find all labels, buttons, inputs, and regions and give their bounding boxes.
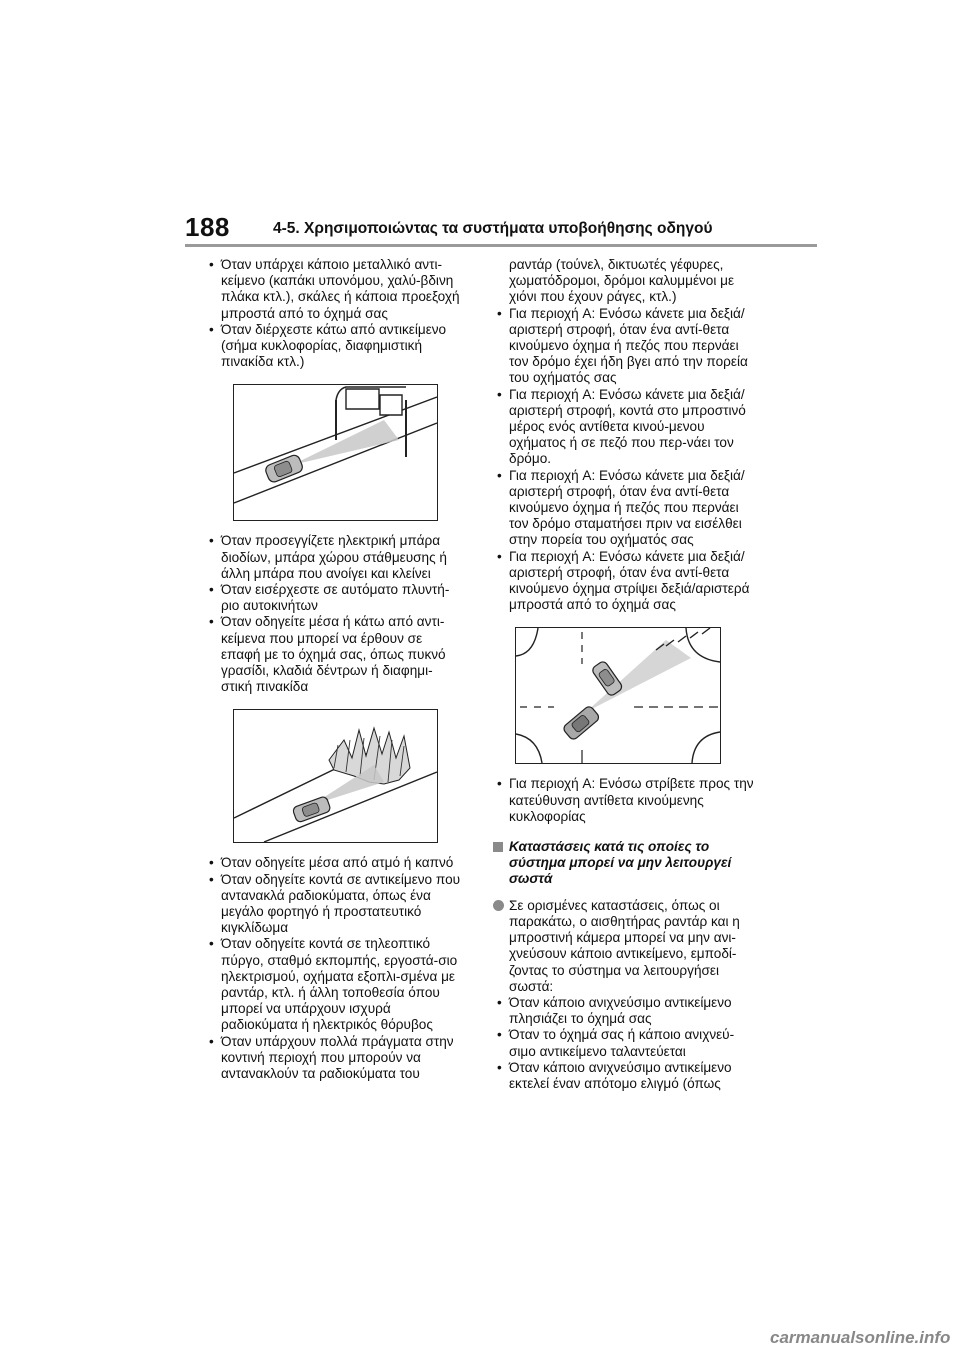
continued-text: ραντάρ (τούνελ, δικτυωτές γέφυρες, χωματόδρομοι, δρόμοι καλυμμένοι με χιόνι που έχουν ράγες, κτλ.) [509, 257, 735, 305]
list-item: • Για περιοχή A: Ενόσω κάνετε μια δεξιά/αριστερή στροφή, όταν ένα αντί-θετα κινούμενο όχημα ή πεζός που περνάει τον δρόμο σταματήσει πριν να εισέλθει στην πορεία του οχήματός σας [493, 468, 755, 549]
bullet-list [205, 533, 461, 695]
watermark: carmanualsonline.info [770, 1328, 951, 1347]
header-rule [185, 244, 817, 247]
list-item: • Όταν το όχημά σας ή κάποιο ανιχνεύ-σιμο αντικείμενο ταλαντεύεται [493, 1027, 755, 1059]
left-column [205, 257, 461, 1082]
list-item: • Όταν κάποιο ανιχνεύσιμο αντικείμενο εκτελεί έναν απότομο ελιγμό (όπως [493, 1060, 755, 1092]
list-item: • Όταν κάποιο ανιχνεύσιμο αντικείμενο πλησιάζει το όχημά σας [493, 995, 755, 1027]
list-item: • Όταν υπάρχει κάποιο μεταλλικό αντι-κείμενο (καπάκι υπονόμου, χαλύ-βδινη πλάκα κτλ.), σκάλες ή κάποια προεξοχή μπροστά από το όχημά σας [205, 257, 461, 322]
dense-grass-drawing [234, 710, 437, 842]
square-bullet-icon [493, 842, 503, 852]
illustration-overhead-sign [233, 384, 438, 521]
illustration-intersection-turn [515, 627, 721, 764]
illustration-dense-grass [233, 709, 438, 843]
circle-bullet-icon [493, 900, 504, 911]
bullet-list [205, 855, 461, 1082]
bullet-list [205, 257, 461, 370]
list-item: • Όταν οδηγείτε κοντά σε τηλεοπτικό πύργο, σταθμό εκπομπής, εργοστά-σιο ηλεκτρισμού, οχήματα εξοπλι-σμένα με ραντάρ, κτλ. ή άλλη τοποθεσία όπου μπορεί να υπάρχουν ισχυρά ραδιοκύματα ή ηλεκτρικός θόρυβος [205, 936, 461, 1033]
list-item: • Για περιοχή A: Ενόσω στρίβετε προς την κατεύθυνση αντίθετα κινούμενης κυκλοφορίας [493, 776, 755, 825]
overhead-sign-drawing [234, 385, 437, 520]
list-item: • Για περιοχή A: Ενόσω κάνετε μια δεξιά/αριστερή στροφή, όταν ένα αντί-θετα κινούμενο όχημα στρίψει δεξιά/αριστερά μπροστά από το όχημά σας [493, 549, 755, 614]
bullet-list [493, 776, 755, 825]
right-column [493, 257, 755, 1092]
list-item: • Όταν οδηγείτε μέσα από ατμό ή καπνό [205, 855, 461, 871]
bullet-list [493, 995, 755, 1092]
list-item: • Όταν διέρχεστε κάτω από αντικείμενο (σήμα κυκλοφορίας, διαφημιστική πινακίδα κτλ.) [205, 322, 461, 371]
bullet-list [493, 306, 755, 614]
list-item: • Όταν οδηγείτε μέσα ή κάτω από αντι-κείμενα που μπορεί να έρθουν σε επαφή με το όχημά σας, όπως πυκνό γρασίδι, κλαδιά δέντρων ή διαφημι-στική πινακίδα [205, 614, 461, 695]
list-item: • Για περιοχή A: Ενόσω κάνετε μια δεξιά/αριστερή στροφή, όταν ένα αντί-θετα κινούμενο όχημα ή πεζός που περνάει τον δρόμο έχει ήδη βγει από την πορεία του οχήματός σας [493, 306, 755, 387]
page-header [185, 212, 817, 248]
list-item: • Όταν οδηγείτε κοντά σε αντικείμενο που αντανακλά ραδιοκύματα, όπως ένα μεγάλο φορτηγό ή προστατευτικό κιγκλίδωμα [205, 872, 461, 937]
info-paragraph-text: Σε ορισμένες καταστάσεις, όπως οι παρακάτω, ο αισθητήρας ραντάρ και η μπροστινή κάμερα μπορεί να μην ανι-χνεύσουν κάποιο αντικείμενο, εμποδί-ζοντας το σύστημα να λειτουργήσει σωστά: [509, 897, 740, 994]
list-item: • Για περιοχή A: Ενόσω κάνετε μια δεξιά/αριστερή στροφή, κοντά στο μπροστινό μέρος ενός αντίθετα κινού-μενου οχήματος ή σε πεζό που περ-νάει τον δρόμο. [493, 387, 755, 468]
list-item: • Όταν υπάρχουν πολλά πράγματα στην κοντινή περιοχή που μπορούν να αντανακλούν τα ραδιοκύματα του [205, 1034, 461, 1083]
list-item: • Όταν προσεγγίζετε ηλεκτρική μπάρα διοδίων, μπάρα χώρου στάθμευσης ή άλλη μπάρα που ανοίγει και κλείνει [205, 533, 461, 582]
page-number: 188 [185, 212, 230, 242]
section-title: 4-5. Χρησιμοποιώντας τα συστήματα υποβοήθησης οδηγού [273, 220, 713, 237]
info-paragraph [493, 898, 755, 995]
list-item: • Όταν εισέρχεστε σε αυτόματο πλυντή-ριο αυτοκινήτων [205, 582, 461, 614]
intersection-turn-drawing [516, 628, 720, 763]
subheading [493, 839, 755, 888]
subheading-text: Καταστάσεις κατά τις οποίες το σύστημα μπορεί να μην λειτουργεί σωστά [509, 839, 732, 887]
